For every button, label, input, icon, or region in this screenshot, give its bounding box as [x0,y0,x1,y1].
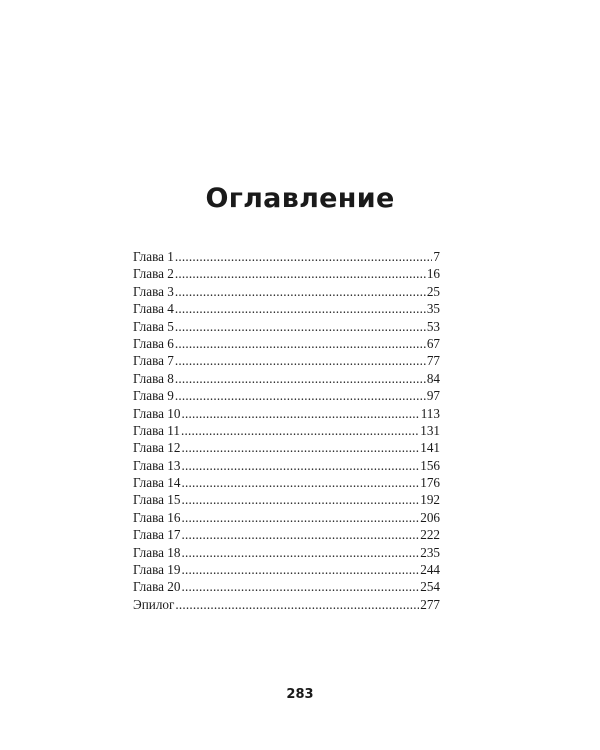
toc-entry-label: Глава 4 [133,301,174,317]
toc-dot-leader [181,491,419,508]
toc-entry [133,265,440,282]
toc-entry [133,491,440,508]
toc-dot-leader [181,578,419,595]
toc-entry-page: 176 [420,475,440,491]
toc-entry-page: 16 [426,266,440,282]
toc-entry [133,352,440,369]
toc-entry [133,248,440,265]
toc-entry-page: 7 [433,249,440,264]
toc-entry-page: 113 [420,405,440,421]
toc-entry-label: Глава 7 [133,353,174,369]
toc-dot-leader [181,561,419,578]
toc-entry-page: 35 [426,301,440,317]
toc-entry [133,318,440,335]
toc-entry-page: 254 [420,579,440,595]
toc-dot-leader [175,265,426,282]
toc-entry [133,526,440,543]
toc-entry-page: 222 [420,527,440,543]
toc-dot-leader [181,526,419,543]
toc-entry [133,335,440,352]
toc-dot-leader [175,283,426,300]
toc-entry-label: Глава 19 [133,562,181,578]
toc-entry-label: Глава 16 [133,509,181,525]
toc-entry [133,370,440,387]
toc-entry [133,439,440,456]
toc-entry-page: 192 [420,492,440,508]
toc-dot-leader [181,544,419,561]
toc-entry-page: 244 [420,562,440,578]
toc-dot-leader [181,509,419,526]
toc-entry-label: Глава 15 [133,492,181,508]
toc-entry-label: Глава 11 [133,422,180,438]
toc-dot-leader [175,387,426,404]
toc-entry [133,596,440,613]
toc-entry-page: 156 [420,457,440,473]
toc-entry-label: Глава 10 [133,405,181,421]
toc-dot-leader [175,596,419,613]
toc-dot-leader [181,439,419,456]
toc-entry [133,405,440,422]
toc-entry-label: Эпилог [133,596,175,612]
toc-dot-leader [181,474,419,491]
toc-entry-label: Глава 9 [133,388,174,404]
toc-entry-page: 67 [426,335,440,351]
toc-dot-leader [175,300,426,317]
toc-entry-label: Глава 3 [133,283,174,299]
toc-entry-page: 277 [420,596,440,612]
toc-dot-leader [181,457,419,474]
toc-dot-leader [175,352,426,369]
toc-entry-label: Глава 6 [133,335,174,351]
toc-entry [133,578,440,595]
toc-entry-page: 25 [426,283,440,299]
toc-entry-label: Глава 5 [133,318,174,334]
toc-entry-page: 53 [426,318,440,334]
page-title: Оглавление [205,183,395,214]
toc-entry-label: Глава 13 [133,457,181,473]
toc-entry-page: 131 [420,422,440,438]
toc-entry [133,422,440,439]
toc-entry-label: Глава 18 [133,544,181,560]
toc-entry-label: Глава 2 [133,266,174,282]
toc-entry-label: Глава 12 [133,440,181,456]
toc-entry [133,474,440,491]
toc-entry-page: 77 [426,353,440,369]
toc-entry-label: Глава 1 [133,249,174,264]
toc-entry [133,544,440,561]
toc-dot-leader [181,422,419,439]
toc-entry-label: Глава 17 [133,527,181,543]
toc-entry-page: 235 [420,544,440,560]
toc-dot-leader [181,405,419,422]
toc-dot-leader [175,318,426,335]
toc-entry-label: Глава 14 [133,475,181,491]
toc-entry-page: 97 [426,388,440,404]
toc-entry [133,387,440,404]
toc-entry-label: Глава 8 [133,370,174,386]
toc-entry [133,509,440,526]
page-number: 283 [286,687,314,702]
toc-dot-leader [175,335,426,352]
toc-entry [133,300,440,317]
toc-entry-page: 84 [426,370,440,386]
toc-dot-leader [175,370,426,387]
toc-entry-page: 141 [420,440,440,456]
toc-entry [133,283,440,300]
toc-entry [133,561,440,578]
toc-entry-page: 206 [420,509,440,525]
toc-entry [133,457,440,474]
toc-entry-label: Глава 20 [133,579,181,595]
toc-dot-leader [175,248,433,265]
table-of-contents [133,248,440,613]
